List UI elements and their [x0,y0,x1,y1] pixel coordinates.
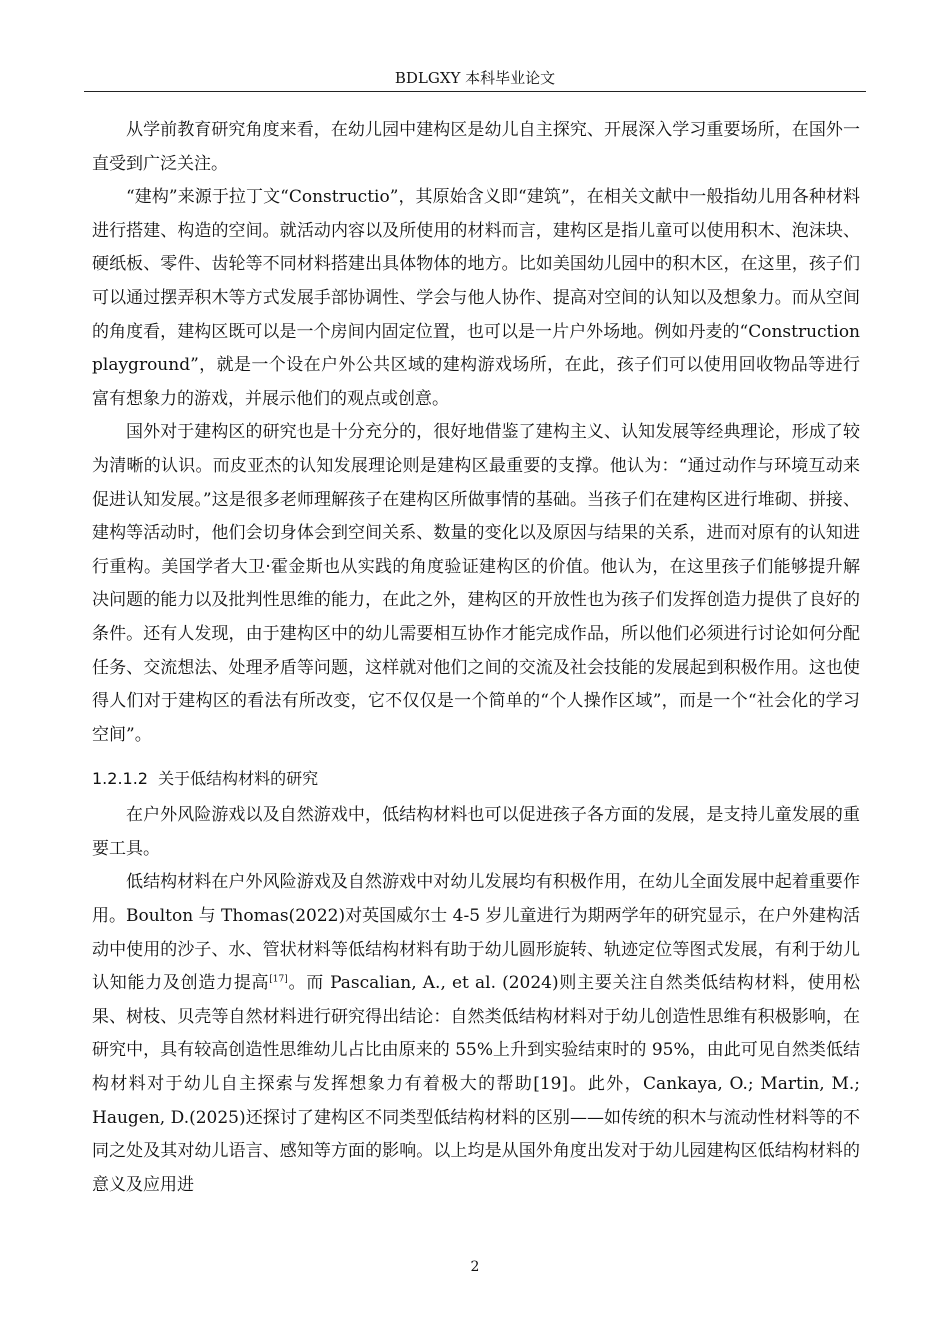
section-number: 1.2.1.2 [92,769,148,789]
paragraph-low-structure-intro: 在户外风险游戏以及自然游戏中，低结构材料也可以促进孩子各方面的发展，是支持儿童发展的重要工具。 [92,805,860,859]
header-title: BDLGXY 本科毕业论文 [394,69,556,87]
paragraph-foreign-research: 国外对于建构区的研究也是十分充分的，很好地借鉴了建构主义、认知发展等经典理论，形成了较为清晰的认识。而皮亚杰的认知发展理论则是建构区最重要的支撑。他认为：“通过动作与环境互动来促进认知发展。”这是很多老师理解孩子在建构区所做事情的基础。当孩子们在建构区进行堆砌、拼接、建构等活动时，他们会切身体会到空间关系、数量的变化以及原因与结果的关系，进而对原有的认知进行重构。美国学者大卫·霍金斯也从实践的角度验证建构区的价值。他认为，在这里孩子们能够提升解决问题的能力以及批判性思维的能力，在此之外，建构区的开放性也为孩子们发挥创造力提供了良好的条件。还有人发现，由于建构区中的幼儿需要相互协作才能完成作品，所以他们必须进行讨论如何分配任务、交流想法、处理矛盾等问题，这样就对他们之间的交流及社会技能的发展起到积极作用。这也使得人们对于建构区的看法有所改变，它不仅仅是一个简单的“个人操作区域”，而是一个“社会化的学习空间”。 [92,422,860,745]
body-text [92,114,860,1202]
citation-superscript: [17] [269,974,288,985]
section-title: 关于低结构材料的研究 [158,769,319,789]
paragraph-construction-definition: “建构”来源于拉丁文“Constructio”，其原始含义即“建筑”，在相关文献中一般指幼儿用各种材料进行搭建、构造的空间。就活动内容以及所使用的材料而言，建构区是指儿童可以使用积木、泡沫块、硬纸板、零件、齿轮等不同材料搭建出具体物体的地方。比如美国幼儿园中的积木区，在这里，孩子们可以通过摆弄积木等方式发展手部协调性、学会与他人协作、提高对空间的认知以及想象力。而从空间的角度看，建构区既可以是一个房间内固定位置，也可以是一片户外场地。例如丹麦的“Construction playground”，就是一个设在户外公共区域的建构游戏场所，在此，孩子们可以使用回收物品等进行富有想象力的游戏，并展示他们的观点或创意。 [92,187,860,409]
section-heading [92,762,860,795]
paragraph-intro: 从学前教育研究角度来看，在幼儿园中建构区是幼儿自主探究、开展深入学习重要场所，在国外一直受到广泛关注。 [92,120,860,174]
page-number: 2 [470,1259,480,1275]
paragraph-low-structure-research [92,866,860,1202]
header-divider [84,91,866,92]
running-header [84,68,866,88]
paragraph-text-part-2: 。而 Pascalian, A., et al. (2024)则主要关注自然类低结构材料，使用松果、树枝、贝壳等自然材料进行研究得出结论：自然类低结构材料对于幼儿创造性思维有积极影响，在研究中，具有较高创造性思维幼儿占比由原来的 55%上升到实验结束时的 95%，由此可见自然类低结构材料对于幼儿自主探索与发挥想象力有着极大的帮助[19]。此外，Cankaya, O.; Martin, M.; Haugen, D.(2025)还探讨了建构区不同类型低结构材料的区别——如传统的积木与流动性材料等的不同之处及其对幼儿语言、感知等方面的影响。以上均是从国外角度出发对于幼儿园建构区低结构材料的意义及应用进 [92,973,860,1195]
paragraph-text-part-1: 低结构材料在户外风险游戏及自然游戏中对幼儿发展均有积极作用，在幼儿全面发展中起着重要作用。Boulton 与 Thomas(2022)对英国威尔士 4-5 岁儿童进行为期两学年的研究显示，在户外建构活动中使用的沙子、水、管状材料等低结构材料有助于幼儿圆形旋转、轨迹定位等图式发展，有利于幼儿认知能力及创造力提高 [92,872,860,994]
